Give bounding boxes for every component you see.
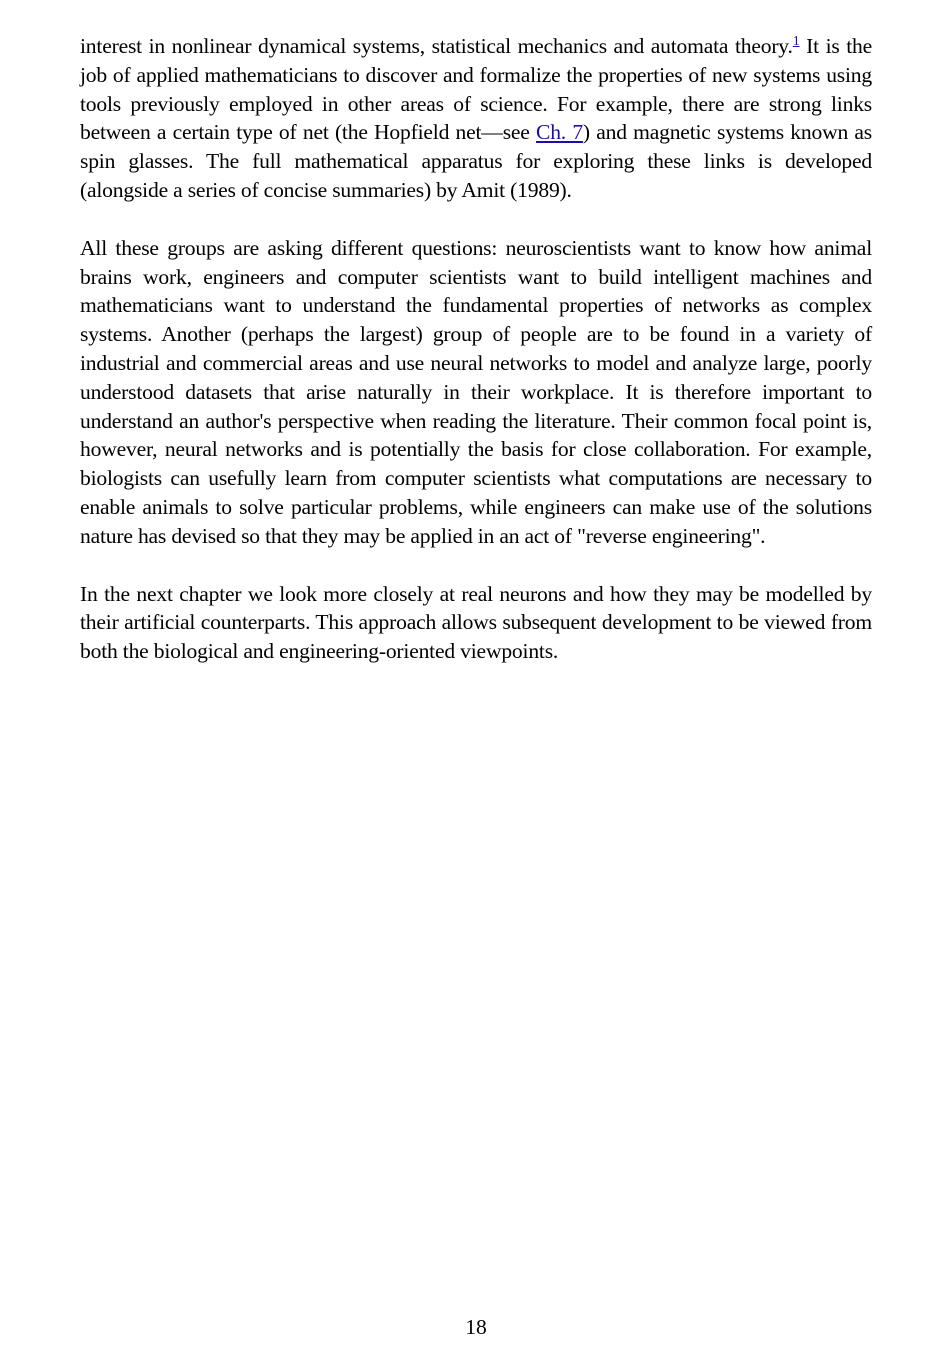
footnote-link[interactable]: 1	[792, 33, 800, 49]
paragraph-text: interest in nonlinear dynamical systems, statistical mechanics and automata theory.	[80, 34, 793, 58]
paragraph-text: ) and magnetic systems known as spin glasses. The full mathematical apparatus for exploring these links is developed (alongside a series of concise summaries) by Amit (1989).	[80, 120, 873, 202]
chapter-7-link[interactable]: Ch. 7	[536, 120, 583, 145]
document-body	[80, 32, 872, 666]
paragraph-groups: All these groups are asking different questions: neuroscientists want to know how animal brains work, engineers and computer scientists want to build intelligent machines and mathematicians want to understand the fundamental properties of networks as complex systems. Another (perhaps the largest) group of people are to be found in a variety of industrial and commercial areas and use neural networks to model and analyze large, poorly understood datasets that arise naturally in their workplace. It is therefore important to understand an author's perspective when reading the literature. Their common focal point is, however, neural networks and is potentially the basis for close collaboration. For example, biologists can usefully learn from computer scientists what computations are necessary to enable animals to solve particular problems, while engineers can make use of the solutions nature has devised so that they may be applied in an act of "reverse engineering".	[80, 235, 872, 548]
paragraph-next-chapter: In the next chapter we look more closely at real neurons and how they may be modelled by their artificial counterparts. This approach allows subsequent development to be viewed from both the biological and engineering-oriented viewpoints.	[80, 581, 872, 664]
paragraph-text: It is the job of applied mathematicians to discover and formalize the properties of new systems using tools previously employed in other areas of science. For example, there are strong links between a certain type of net (the Hopfield net—see	[80, 34, 873, 145]
page-number: 18	[465, 1315, 487, 1339]
paragraph-applied-mathematicians	[80, 32, 872, 205]
